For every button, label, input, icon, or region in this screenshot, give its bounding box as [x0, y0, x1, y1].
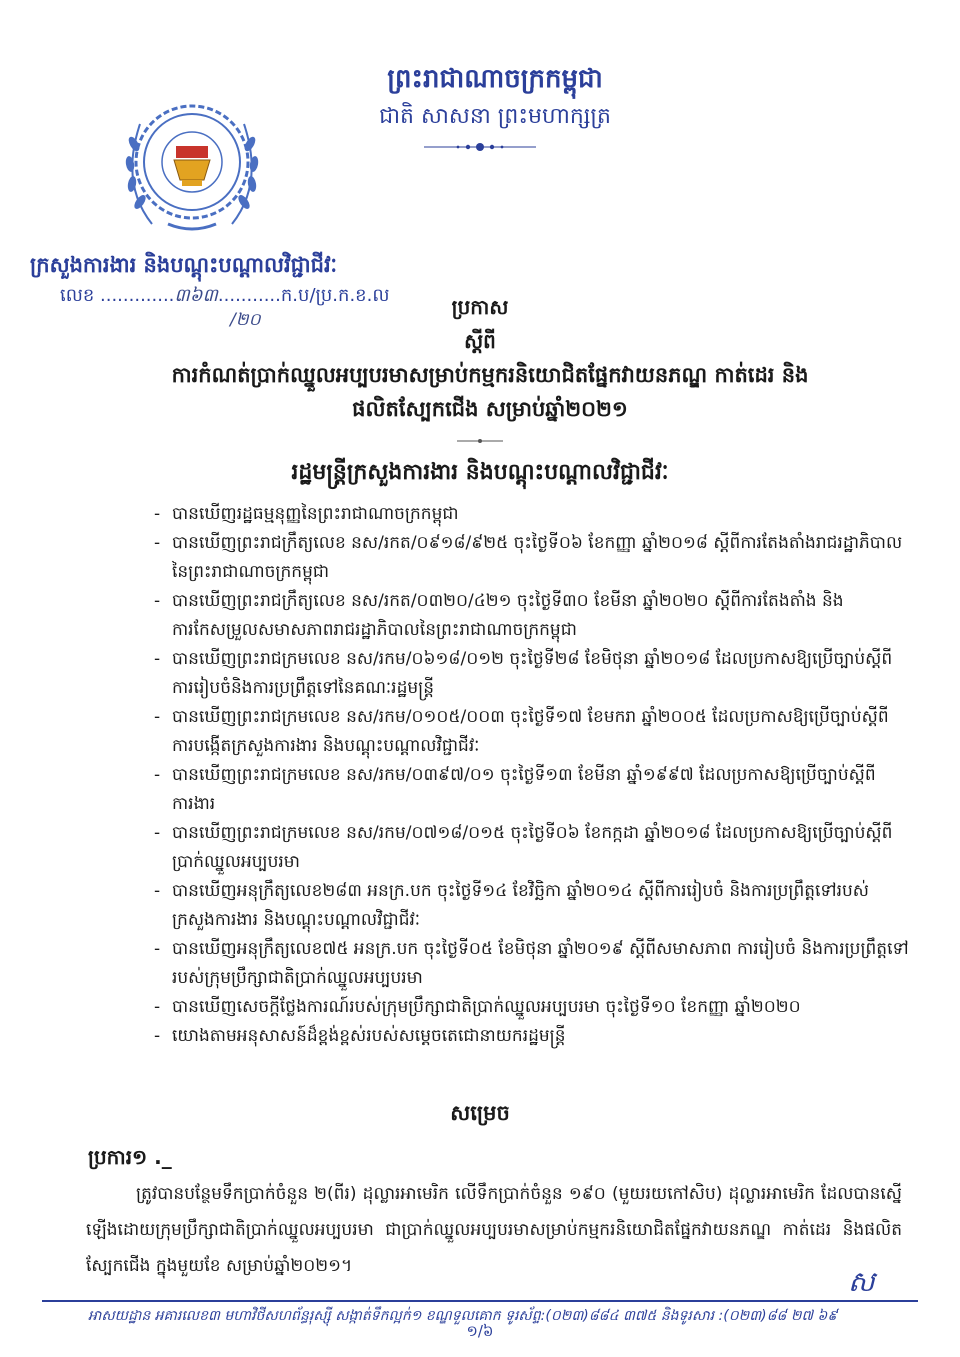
- reference-number: ៣៦៣: [174, 285, 218, 306]
- list-item: - បានឃើញព្រះរាជក្រឹត្យលេខ នស/រកត/០៣២០/៤២១ ចុះថ្ងៃទី៣០ ខែមីនា ឆ្នាំ២០២០ ស្តីពីការតែងតាំង និងការកែសម្រួលសមាសភាពរាជរដ្ឋាភិបាលនៃព្រះរាជាណាចក្រកម្ពុជា: [154, 591, 844, 640]
- minister-heading: រដ្ឋមន្ត្រីក្រសួងការងារ និងបណ្តុះបណ្តាលវិជ្ជាជីវៈ: [291, 460, 669, 485]
- handwritten-initial: ស: [848, 1265, 875, 1298]
- ornament-divider-icon: [420, 138, 540, 156]
- footer-divider: [42, 1300, 918, 1302]
- list-item: - បានឃើញអនុក្រឹត្យលេខ២៨៣ អនក្រ.បក ចុះថ្ងៃទី១៤ ខែវិច្ឆិកា ឆ្នាំ២០១៤ ស្តីពីការរៀបចំ និងការប្រព្រឹត្តទៅរបស់ក្រសួងការងារ និងបណ្តុះបណ្តាលវិជ្ជាជីវៈ: [154, 881, 869, 930]
- list-item: - យោងតាមអនុសាសន៍ដ៏ខ្ពង់ខ្ពស់របស់សម្តេចតេជោនាយករដ្ឋមន្ត្រី: [154, 1026, 566, 1046]
- kingdom-title: ព្រះរាជាណាចក្រកម្ពុជា: [387, 64, 603, 94]
- article-label: ប្រការ១ ._: [88, 1145, 172, 1169]
- list-item: - បានឃើញរដ្ឋធម្មនុញ្ញនៃព្រះរាជាណាចក្រកម្ពុជា: [154, 504, 459, 524]
- list-item: - បានឃើញព្រះរាជក្រមលេខ នស/រកម/០៣៩៧/០១ ចុះថ្ងៃទី១៣ ខែមីនា ឆ្នាំ១៩៩៧ ដែលប្រកាសឱ្យប្រើច្បាប់ស្តីពីការងារ: [154, 765, 876, 814]
- page-number: ១/៦: [466, 1322, 494, 1340]
- list-item: - បានឃើញព្រះរាជក្រមលេខ នស/រកម/០១០៥/០០៣ ចុះថ្ងៃទី១៧ ខែមករា ឆ្នាំ២០០៥ ដែលប្រកាសឱ្យប្រើច្បាប់ស្តីពីការបង្កើតក្រសួងការងារ និងបណ្តុះបណ្តាលវិជ្ជាជីវៈ: [154, 707, 889, 756]
- reference-suffix: /២០: [230, 310, 261, 330]
- separator-icon: [455, 436, 505, 446]
- document-about: ស្តីពី: [464, 329, 496, 353]
- list-item: - បានឃើញព្រះរាជក្រមលេខ នស/រកម/០៧១៨/០១៥ ចុះថ្ងៃទី០៦ ខែកក្កដា ឆ្នាំ២០១៨ ដែលប្រកាសឱ្យប្រើច្បាប់ស្តីពីប្រាក់ឈ្នួលអប្បបរមា: [154, 823, 893, 872]
- article-text: ត្រូវបានបន្ថែមទឹកប្រាក់ចំនួន ២(ពីរ) ដុល្លារអាមេរិក លើទឹកប្រាក់ចំនួន ១៩០ (មួយរយកៅសិប) ដុល្លារអាមេរិក ដែលបានស្នើឡើងដោយក្រុមប្រឹក្សាជាតិប្រាក់ឈ្នួលអប្បបរមា ជាប្រាក់ឈ្នួលអប្បបរមាសម្រាប់កម្មករនិយោជិតផ្នែកវាយនភណ្ឌ កាត់ដេរ និងផលិតស្បែកជើង ក្នុងមួយខែ សម្រាប់ឆ្នាំ២០២១។: [86, 1184, 902, 1276]
- list-item: - បានឃើញព្រះរាជក្រមលេខ នស/រកម/០៦១៨/០១២ ចុះថ្ងៃទី២៨ ខែមិថុនា ឆ្នាំ២០១៨ ដែលប្រកាសឱ្យប្រើច្បាប់ស្តីពីការរៀបចំនិងការប្រព្រឹត្តទៅនៃគណៈរដ្ឋមន្ត្រី: [154, 649, 893, 698]
- visa-list: [150, 500, 910, 1051]
- footer-address: អាសយដ្ឋាន អគារលេខ៣ មហាវិថីសហព័ន្ធរុស្ស៊ី សង្កាត់ទឹកល្អក់១ ខណ្ឌទួលគោក ទូរស័ព្ទ:(០២៣)៨៨៤ ៣៧៥ និងទូរសារ :(០២៣)៨៨ ២៧ ៦៩: [88, 1308, 838, 1324]
- reference-label: លេខ: [60, 285, 95, 306]
- document-title-line2: ផលិតស្បែកជើង សម្រាប់ឆ្នាំ២០២១: [352, 397, 628, 421]
- document-type: ប្រកាស: [451, 295, 509, 319]
- list-item: - បានឃើញសេចក្តីថ្លែងការណ៍របស់ក្រុមប្រឹក្សាជាតិប្រាក់ឈ្នួលអប្បបរមា ចុះថ្ងៃទី១០ ខែកញ្ញា ឆ្នាំ២០២០: [154, 997, 801, 1017]
- list-item: - បានឃើញអនុក្រឹត្យលេខ៧៥ អនក្រ.បក ចុះថ្ងៃទី០៥ ខែមិថុនា ឆ្នាំ២០១៩ ស្តីពីសមាសភាព ការរៀបចំ និងការប្រព្រឹត្តទៅរបស់ក្រុមប្រឹក្សាជាតិប្រាក់ឈ្នួលអប្បបរមា: [154, 939, 909, 988]
- reference-code: ក.ប/ប្រ.ក.ខ.ល: [280, 285, 390, 306]
- ministry-logo-icon: [112, 84, 272, 244]
- document-title-line1: ការកំណត់ប្រាក់ឈ្នួលអប្បបរមាសម្រាប់កម្មករនិយោជិតផ្នែកវាយនភណ្ឌ កាត់ដេរ និង: [171, 363, 809, 387]
- decision-heading: សម្រេច: [450, 1101, 510, 1125]
- list-item: - បានឃើញព្រះរាជក្រឹត្យលេខ នស/រកត/០៩១៨/៩២៥ ចុះថ្ងៃទី០៦ ខែកញ្ញា ឆ្នាំ២០១៨ ស្តីពីការតែងតាំងរាជរដ្ឋាភិបាលនៃព្រះរាជាណាចក្រកម្ពុជា: [154, 533, 903, 582]
- ministry-name: ក្រសួងការងារ និងបណ្តុះបណ្តាលវិជ្ជាជីវៈ: [30, 253, 338, 277]
- national-motto: ជាតិ សាសនា ព្រះមហាក្សត្រ: [379, 104, 611, 129]
- reference-line: លេខ .............៣៦៣...........ក.ប/ប្រ.ក.ខ.ល: [60, 285, 390, 306]
